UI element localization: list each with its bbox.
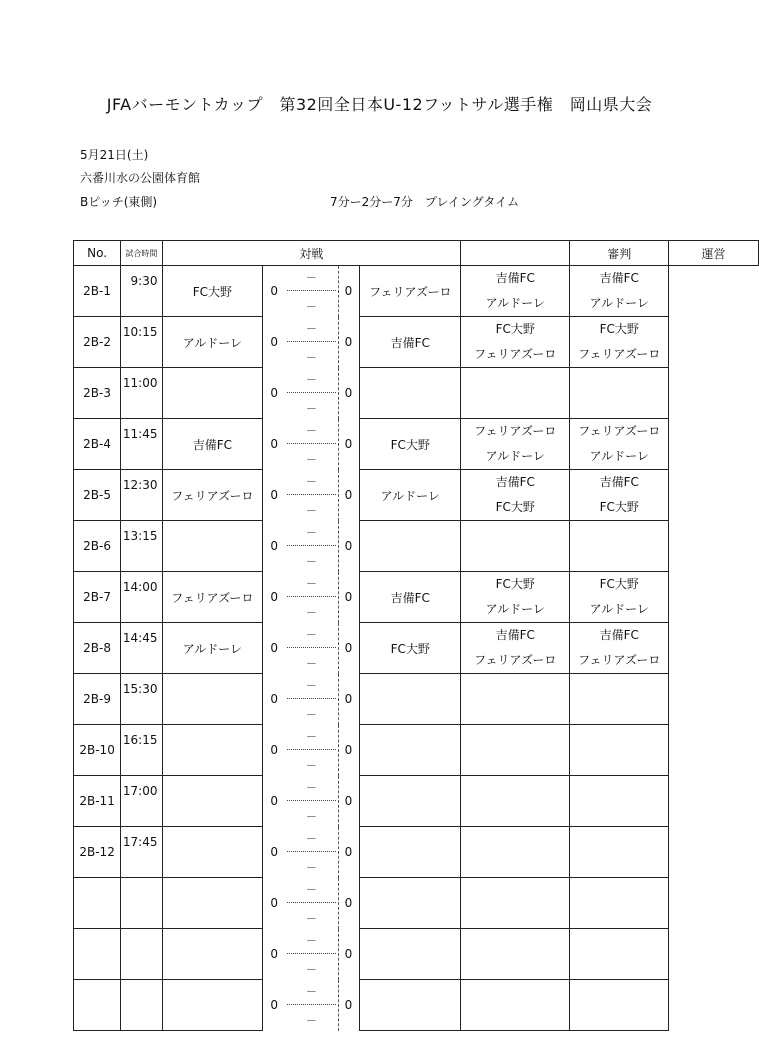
home-score: 0 [263,521,285,572]
home-score: 0 [263,929,285,980]
table-row [74,470,759,521]
match-time: 17:45 [122,835,158,849]
score-separator [285,827,337,878]
table-row [74,980,759,1031]
away-team: フェリアズーロ [360,266,461,317]
away-team: 吉備FC [360,317,461,368]
match-no: 2B-12 [74,827,121,878]
first-half-dash: － [305,576,317,590]
referee-cell [461,827,570,878]
table-row [74,623,759,674]
match-time: 10:15 [122,325,158,339]
operation-cell [570,317,669,368]
away-team: FC大野 [360,419,461,470]
away-score: 0 [338,878,360,929]
score-separator [285,521,337,572]
header-referee: 審判 [570,241,669,266]
score-separator [285,674,337,725]
match-no: 2B-11 [74,776,121,827]
operation-team-1: FC大野 [599,322,639,336]
operation-team-2 [570,546,668,571]
referee-team-2: アルドーレ [485,449,545,463]
header-operation: 運営 [669,241,759,266]
referee-team-2 [461,546,569,571]
halftime-dotted-line [287,545,335,546]
operation-cell [570,725,669,776]
referee-cell [461,419,570,470]
dashed-divider [338,827,339,878]
away-score: 0 [338,266,360,317]
match-no [74,929,121,980]
home-score: 0 [263,419,285,470]
away-score: 0 [338,368,360,419]
operation-team-2: アルドーレ [589,296,649,310]
match-rows [74,266,759,1031]
match-no: 2B-1 [74,266,121,317]
halftime-dotted-line [287,647,335,648]
home-score: 0 [263,470,285,521]
table-row [74,827,759,878]
score-separator [285,368,337,419]
header-no: No. [74,241,121,266]
first-half-dash: － [305,729,317,743]
operation-team-1 [570,878,668,903]
referee-cell [461,929,570,980]
referee-team-1: 吉備FC [495,475,535,489]
match-time-cell [121,878,162,929]
home-score: 0 [263,878,285,929]
first-half-dash: － [305,474,317,488]
referee-team-2 [461,393,569,418]
operation-team-1 [570,980,668,1005]
second-half-dash: － [305,656,317,670]
operation-team-1 [570,776,668,801]
match-no [74,980,121,1031]
score-separator [285,725,337,776]
referee-team-2 [461,699,569,724]
operation-cell [570,929,669,980]
match-time-cell [121,827,162,878]
match-time-cell [121,929,162,980]
halftime-dotted-line [287,341,335,342]
operation-cell [570,470,669,521]
home-team [162,827,263,878]
referee-team-2: アルドーレ [485,602,545,616]
referee-team-1 [461,929,569,954]
referee-cell [461,470,570,521]
match-time: 13:15 [122,529,158,543]
match-time: 15:30 [122,682,158,696]
first-half-dash: － [305,423,317,437]
operation-team-1 [570,929,668,954]
operation-team-2: アルドーレ [589,449,649,463]
match-no: 2B-10 [74,725,121,776]
score-separator [285,776,337,827]
halftime-dotted-line [287,800,335,801]
referee-team-1: FC大野 [495,322,535,336]
home-team: フェリアズーロ [162,470,263,521]
score-separator [285,470,337,521]
score-separator [285,623,337,674]
referee-team-2: フェリアズーロ [474,347,557,361]
operation-team-1: フェリアズーロ [578,424,661,438]
match-time: 16:15 [122,733,158,747]
header-time: 試合時間 [121,241,162,266]
match-time-cell [121,980,162,1031]
operation-team-1 [570,368,668,393]
table-row [74,419,759,470]
match-time-cell [121,674,162,725]
home-team [162,725,263,776]
away-score: 0 [338,623,360,674]
home-score: 0 [263,317,285,368]
score-separator [285,929,337,980]
operation-team-2: フェリアズーロ [578,347,661,361]
operation-team-2: アルドーレ [589,602,649,616]
referee-team-2 [461,954,569,979]
score-separator [285,266,337,317]
referee-team-1 [461,980,569,1005]
operation-team-2 [570,903,668,928]
match-time-cell [121,317,162,368]
table-row [74,572,759,623]
home-team: アルドーレ [162,317,263,368]
match-time: 12:30 [122,478,158,492]
match-no: 2B-6 [74,521,121,572]
away-score: 0 [338,674,360,725]
match-time: 11:45 [122,427,158,441]
operation-team-1: 吉備FC [599,271,639,285]
operation-team-1 [570,674,668,699]
second-half-dash: － [305,605,317,619]
referee-cell [461,572,570,623]
match-time: 14:00 [122,580,158,594]
match-no [74,878,121,929]
operation-team-1 [570,725,668,750]
operation-cell [570,419,669,470]
table-row [74,725,759,776]
operation-team-2 [570,699,668,724]
referee-cell [461,368,570,419]
dashed-divider [338,674,339,725]
first-half-dash: － [305,831,317,845]
dashed-divider [338,266,339,317]
referee-team-1 [461,776,569,801]
home-score: 0 [263,368,285,419]
second-half-dash: － [305,350,317,364]
second-half-dash: － [305,1013,317,1027]
referee-team-2: FC大野 [495,500,535,514]
home-score: 0 [263,827,285,878]
dashed-divider [338,725,339,776]
operation-cell [570,980,669,1031]
first-half-dash: － [305,984,317,998]
operation-cell [570,878,669,929]
table-row [74,674,759,725]
header-match: 対戦 [162,241,461,266]
playing-time: 7分ー2分ー7分 プレイングタイム [330,195,520,209]
away-team: アルドーレ [360,470,461,521]
score-separator [285,419,337,470]
header-away-spacer [461,241,570,266]
operation-team-2 [570,801,668,826]
home-team [162,878,263,929]
operation-cell [570,776,669,827]
referee-team-1 [461,827,569,852]
home-team: アルドーレ [162,623,263,674]
operation-cell [570,623,669,674]
event-date: 5月21日(土) [80,148,149,162]
second-half-dash: － [305,554,317,568]
operation-team-2 [570,852,668,877]
score-separator [285,980,337,1031]
referee-cell [461,980,570,1031]
match-time-cell [121,572,162,623]
table-row [74,317,759,368]
dashed-divider [338,572,339,623]
match-time-cell [121,419,162,470]
home-team [162,929,263,980]
dashed-divider [338,878,339,929]
operation-team-2 [570,1005,668,1030]
score-separator [285,878,337,929]
home-team [162,368,263,419]
referee-cell [461,521,570,572]
dashed-divider [338,317,339,368]
match-time: 9:30 [130,274,158,288]
first-half-dash: － [305,882,317,896]
operation-team-2 [570,393,668,418]
away-team [360,878,461,929]
referee-team-2 [461,1005,569,1030]
match-schedule-table [73,240,759,1031]
table-row [74,929,759,980]
first-half-dash: － [305,780,317,794]
operation-team-2: フェリアズーロ [578,653,661,667]
dashed-divider [338,470,339,521]
operation-team-1 [570,521,668,546]
away-score: 0 [338,521,360,572]
referee-cell [461,674,570,725]
table-row [74,521,759,572]
referee-team-1: フェリアズーロ [474,424,557,438]
away-team [360,980,461,1031]
referee-team-2: フェリアズーロ [474,653,557,667]
document-title: JFAバーモントカップ 第32回全日本U-12フットサル選手権 岡山県大会 [106,95,653,114]
match-no: 2B-7 [74,572,121,623]
operation-team-2: FC大野 [599,500,639,514]
home-score: 0 [263,266,285,317]
referee-cell [461,725,570,776]
dashed-divider [338,419,339,470]
halftime-dotted-line [287,749,335,750]
away-score: 0 [338,929,360,980]
away-score: 0 [338,980,360,1031]
match-no: 2B-9 [74,674,121,725]
dashed-divider [338,368,339,419]
second-half-dash: － [305,962,317,976]
away-score: 0 [338,572,360,623]
home-score: 0 [263,674,285,725]
referee-team-1: FC大野 [495,577,535,591]
second-half-dash: － [305,860,317,874]
second-half-dash: － [305,758,317,772]
first-half-dash: － [305,627,317,641]
match-time-cell [121,623,162,674]
operation-team-1: FC大野 [599,577,639,591]
referee-team-1 [461,521,569,546]
home-score: 0 [263,572,285,623]
table-row [74,368,759,419]
referee-cell [461,623,570,674]
table-header-row [74,241,759,266]
halftime-dotted-line [287,953,335,954]
operation-cell [570,266,669,317]
match-time-cell [121,470,162,521]
away-team [360,521,461,572]
halftime-dotted-line [287,851,335,852]
second-half-dash: － [305,401,317,415]
operation-cell [570,827,669,878]
second-half-dash: － [305,809,317,823]
home-team [162,776,263,827]
referee-team-2: アルドーレ [485,296,545,310]
operation-cell [570,572,669,623]
away-score: 0 [338,827,360,878]
first-half-dash: － [305,271,317,284]
operation-team-1: 吉備FC [599,475,639,489]
away-team [360,368,461,419]
operation-cell [570,368,669,419]
home-team: FC大野 [162,266,263,317]
halftime-dotted-line [287,1004,335,1005]
match-time-cell [121,725,162,776]
home-team [162,980,263,1031]
referee-team-2 [461,801,569,826]
second-half-dash: － [305,452,317,466]
halftime-dotted-line [287,596,335,597]
dashed-divider [338,980,339,1031]
halftime-dotted-line [287,443,335,444]
first-half-dash: － [305,933,317,947]
second-half-dash: － [305,299,317,313]
referee-cell [461,776,570,827]
away-team [360,776,461,827]
referee-team-2 [461,750,569,775]
match-no: 2B-8 [74,623,121,674]
first-half-dash: － [305,678,317,692]
second-half-dash: － [305,911,317,925]
venue-name: 六番川水の公園体育館 [80,171,201,185]
halftime-dotted-line [287,902,335,903]
operation-team-2 [570,750,668,775]
home-score: 0 [263,776,285,827]
match-time-cell [121,776,162,827]
halftime-dotted-line [287,392,335,393]
referee-cell [461,317,570,368]
score-separator [285,317,337,368]
dashed-divider [338,623,339,674]
dashed-divider [338,521,339,572]
home-score: 0 [263,980,285,1031]
score-separator [285,572,337,623]
referee-team-1 [461,368,569,393]
home-team [162,521,263,572]
match-no: 2B-2 [74,317,121,368]
second-half-dash: － [305,503,317,517]
halftime-dotted-line [287,494,335,495]
first-half-dash: － [305,321,317,335]
away-team [360,929,461,980]
home-score: 0 [263,725,285,776]
referee-team-1: 吉備FC [495,628,535,642]
referee-team-1: 吉備FC [495,271,535,285]
away-score: 0 [338,776,360,827]
match-no: 2B-5 [74,470,121,521]
referee-team-1 [461,674,569,699]
second-half-dash: － [305,707,317,721]
operation-team-2 [570,954,668,979]
operation-cell [570,521,669,572]
match-no: 2B-3 [74,368,121,419]
home-score: 0 [263,623,285,674]
dashed-divider [338,776,339,827]
referee-team-2 [461,903,569,928]
away-team [360,674,461,725]
away-team: FC大野 [360,623,461,674]
referee-cell [461,266,570,317]
referee-team-2 [461,852,569,877]
halftime-dotted-line [287,290,335,291]
match-time: 14:45 [122,631,158,645]
referee-team-1 [461,725,569,750]
table-row [74,878,759,929]
table-row [74,776,759,827]
match-time-cell [121,521,162,572]
match-time-cell [121,368,162,419]
home-team: フェリアズーロ [162,572,263,623]
away-team [360,725,461,776]
match-time-cell [121,266,162,317]
dashed-divider [338,929,339,980]
away-score: 0 [338,470,360,521]
away-score: 0 [338,419,360,470]
halftime-dotted-line [287,698,335,699]
operation-cell [570,674,669,725]
away-team [360,827,461,878]
operation-team-1 [570,827,668,852]
table-row [74,266,759,317]
match-no: 2B-4 [74,419,121,470]
away-score: 0 [338,317,360,368]
match-time: 17:00 [122,784,158,798]
home-team [162,674,263,725]
pitch-label: Bピッチ(東側) [80,195,158,209]
referee-cell [461,878,570,929]
operation-team-1: 吉備FC [599,628,639,642]
home-team: 吉備FC [162,419,263,470]
first-half-dash: － [305,525,317,539]
referee-team-1 [461,878,569,903]
match-time: 11:00 [122,376,158,390]
away-team: 吉備FC [360,572,461,623]
away-score: 0 [338,725,360,776]
first-half-dash: － [305,372,317,386]
